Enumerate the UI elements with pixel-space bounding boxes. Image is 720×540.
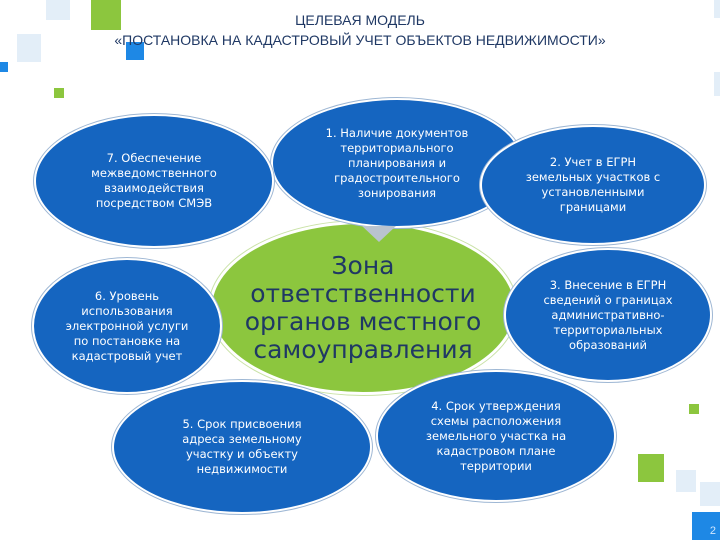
item-1-line: зонирования bbox=[357, 185, 437, 200]
item-3-line: образований bbox=[569, 337, 647, 352]
item-7-line: посредством СМЭВ bbox=[95, 196, 213, 210]
item-5-line: недвижимости bbox=[196, 462, 288, 476]
item-2-line: границами bbox=[559, 200, 627, 214]
item-1-line: 1. Наличие документов bbox=[325, 125, 469, 140]
item-2-line: земельных участков с bbox=[525, 170, 661, 184]
item-4-line: кадастровом плане bbox=[436, 443, 556, 458]
item-4-line: земельного участка на bbox=[425, 428, 567, 443]
item-5-line: участку и объекту bbox=[185, 447, 298, 461]
decor-square bbox=[714, 72, 720, 96]
item-5-ellipse bbox=[114, 382, 370, 512]
item-3-line: территориальных bbox=[553, 322, 663, 337]
center-ellipse bbox=[212, 224, 514, 392]
item-2-line: 2. Учет в ЕГРН bbox=[549, 155, 637, 169]
item-6-label bbox=[66, 289, 189, 364]
item-7-ellipse bbox=[36, 116, 272, 246]
item-7-line: 7. Обеспечение bbox=[106, 151, 202, 165]
decor-square bbox=[714, 0, 720, 18]
decor-square bbox=[17, 34, 41, 62]
item-1-line: градостроительного bbox=[334, 170, 460, 185]
item-6-line: 6. Уровень bbox=[94, 288, 160, 303]
item-2-label bbox=[526, 155, 661, 215]
item-2-line: установленными bbox=[541, 185, 645, 199]
item-1-ellipse bbox=[273, 100, 521, 226]
item-6-ellipse bbox=[34, 260, 220, 392]
item-5-label bbox=[182, 417, 302, 477]
center-line: органов местного bbox=[244, 307, 482, 336]
item-7-line: взаимодействия bbox=[104, 181, 204, 195]
item-3-label bbox=[543, 278, 672, 353]
item-4-line: территории bbox=[460, 458, 532, 473]
item-7-line: межведомственного bbox=[91, 166, 217, 180]
arrow-down-icon bbox=[362, 226, 396, 242]
item-1-label bbox=[326, 126, 469, 201]
item-6-line: использования bbox=[81, 303, 173, 318]
decor-square bbox=[700, 482, 720, 506]
decor-square bbox=[0, 62, 8, 72]
item-3-ellipse bbox=[506, 250, 710, 380]
item-3-line: 3. Внесение в ЕГРН bbox=[549, 277, 667, 292]
title-line-2: «ПОСТАНОВКА НА КАДАСТРОВЫЙ УЧЕТ ОБЪЕКТОВ НЕДВИЖИМОСТИ» bbox=[114, 32, 606, 48]
item-6-line: кадастровый учет bbox=[71, 348, 183, 363]
item-7-label bbox=[91, 151, 217, 211]
decor-square bbox=[689, 404, 699, 414]
decor-square bbox=[54, 88, 64, 98]
item-3-line: сведений о границах bbox=[543, 292, 673, 307]
item-4-line: схемы расположения bbox=[430, 413, 562, 428]
item-3-line: административно- bbox=[551, 307, 665, 322]
item-1-line: планирования и bbox=[347, 155, 447, 170]
decor-square bbox=[638, 454, 664, 482]
item-5-line: адреса земельному bbox=[182, 432, 302, 446]
item-4-label bbox=[426, 399, 566, 474]
center-label bbox=[245, 252, 482, 364]
item-5-line: 5. Срок присвоения bbox=[182, 417, 302, 431]
item-6-line: по постановке на bbox=[73, 333, 181, 348]
decor-square bbox=[676, 470, 696, 492]
item-1-line: территориального bbox=[340, 140, 454, 155]
slide-title bbox=[40, 10, 680, 50]
item-6-line: электронной услуги bbox=[65, 318, 189, 333]
item-4-ellipse bbox=[378, 372, 614, 500]
page-number: 2 bbox=[692, 512, 720, 540]
center-line: Зона bbox=[331, 251, 395, 280]
center-line: ответственности bbox=[250, 279, 476, 308]
title-line-1: ЦЕЛЕВАЯ МОДЕЛЬ bbox=[295, 12, 425, 28]
center-line: самоуправления bbox=[253, 335, 473, 364]
item-2-ellipse bbox=[482, 127, 704, 243]
item-4-line: 4. Срок утверждения bbox=[431, 398, 561, 413]
